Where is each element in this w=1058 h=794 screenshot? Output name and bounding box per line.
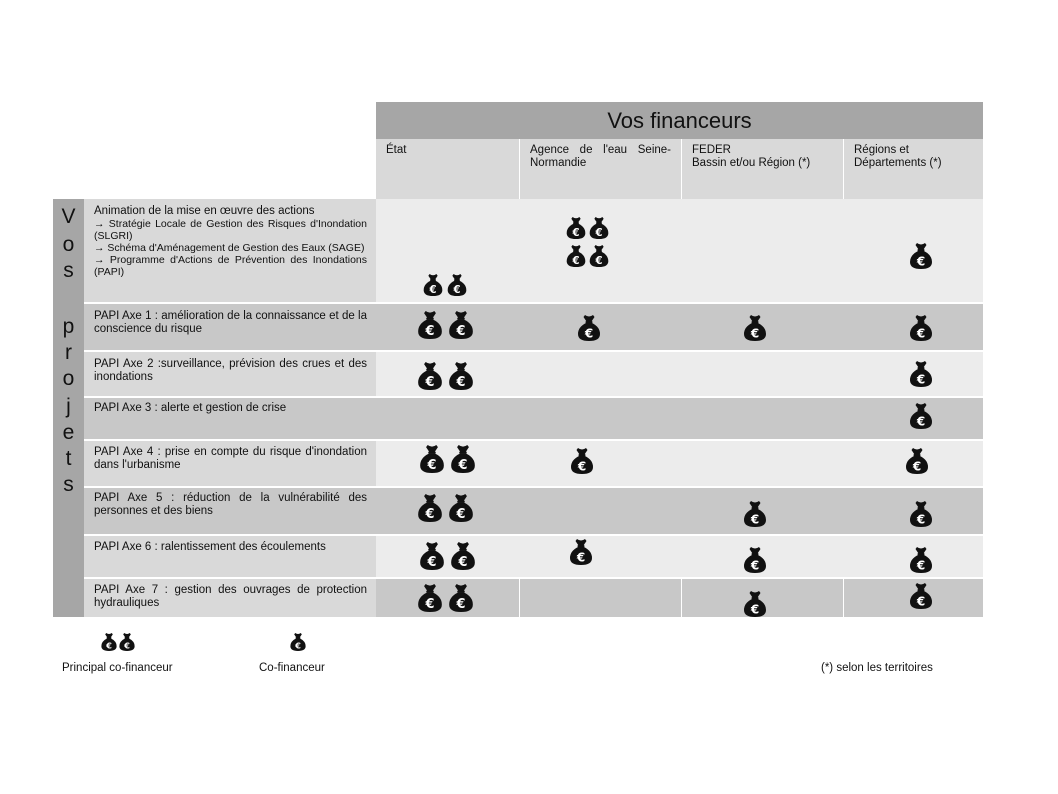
financer-label: Régions et [854, 144, 909, 156]
money-bag-euro-icon [908, 314, 934, 342]
project-title: PAPI Axe 6 : ralentissement des écoulements [94, 541, 326, 553]
money-bag-euro-icon [908, 582, 934, 610]
divider [843, 578, 844, 617]
money-bag-euro-icon [449, 540, 477, 572]
money-bag-euro-icon [447, 492, 475, 524]
financer-header-regions [844, 139, 983, 199]
money-bag-euro-icon [447, 309, 475, 341]
money-bag-euro-icon [908, 360, 934, 388]
divider [84, 396, 983, 398]
project-row-axe7 [84, 578, 376, 617]
money-bag-euro-icon [447, 360, 475, 392]
money-bag-euro-icon [422, 272, 444, 298]
money-bag-euro-icon [416, 360, 444, 392]
money-bag-euro-icon [100, 631, 118, 653]
divider [84, 302, 983, 304]
divider [519, 578, 520, 617]
money-bag-euro-icon [569, 447, 595, 475]
money-bag-euro-icon [416, 309, 444, 341]
money-bag-euro-icon [576, 314, 602, 342]
money-bag-euro-icon [588, 215, 610, 241]
project-title: PAPI Axe 5 : réduction de la vulnérabilité des personnes et des biens [94, 492, 367, 517]
divider [843, 139, 844, 199]
money-bag-euro-icon [742, 546, 768, 574]
money-bag-euro-icon [416, 582, 444, 614]
project-row-axe6 [84, 535, 376, 578]
money-bag-euro-icon [588, 243, 610, 269]
divider [519, 139, 520, 199]
divider [84, 350, 983, 352]
project-row-axe1 [84, 303, 376, 351]
project-row-animation [84, 199, 376, 303]
money-bag-euro-icon [568, 538, 594, 566]
money-bag-euro-icon [908, 546, 934, 574]
money-bag-euro-icon [449, 443, 477, 475]
money-bag-euro-icon [908, 242, 934, 270]
financer-label: État [386, 144, 407, 156]
money-bag-euro-icon [742, 590, 768, 618]
money-bag-euro-icon [447, 582, 475, 614]
money-bag-euro-icon [118, 631, 136, 653]
project-row-axe3 [84, 397, 376, 440]
money-bag-euro-icon [565, 243, 587, 269]
project-title: PAPI Axe 3 : alerte et gestion de crise [94, 402, 287, 414]
money-bag-euro-icon [904, 447, 930, 475]
legend-principal-label: Principal co-financeur [62, 662, 173, 674]
money-bag-euro-icon [908, 402, 934, 430]
financer-label-sub: Départements (*) [854, 157, 942, 169]
project-row-axe5 [84, 487, 376, 535]
divider [681, 139, 682, 199]
financer-label: Agence de l'eau Seine-Normandie [530, 144, 671, 169]
money-bag-euro-icon [565, 215, 587, 241]
project-title: PAPI Axe 1 : amélioration de la connaissance et de la conscience du risque [94, 310, 367, 335]
projects-vertical-label: V o s p r o j e t s [53, 199, 84, 617]
project-title: PAPI Axe 4 : prise en compte du risque d'inondation dans l'urbanisme [94, 446, 367, 471]
legend-co-label: Co-financeur [259, 662, 325, 674]
project-row-axe2 [84, 351, 376, 397]
financer-label-sub: Bassin et/ou Région (*) [692, 157, 811, 169]
project-title: PAPI Axe 2 :surveillance, prévision des crues et des inondations [94, 358, 367, 383]
divider [84, 577, 983, 579]
project-title: Animation de la mise en œuvre des actions [94, 205, 315, 217]
money-bag-euro-icon [446, 272, 468, 298]
money-bag-euro-icon [908, 500, 934, 528]
divider [84, 439, 983, 441]
project-subitem: → Schéma d'Aménagement de Gestion des Eaux (SAGE) [94, 242, 365, 254]
row-bg [376, 397, 983, 440]
financers-title: Vos financeurs [376, 102, 983, 139]
divider [84, 534, 983, 536]
money-bag-euro-icon [289, 631, 307, 653]
money-bag-euro-icon [416, 492, 444, 524]
financer-header-etat [376, 139, 519, 199]
divider [681, 578, 682, 617]
project-row-axe4 [84, 440, 376, 487]
project-subitem: → Programme d'Actions de Prévention des Inondations (PAPI) [94, 254, 367, 278]
project-subitem: → Stratégie Locale de Gestion des Risques d'Inondation (SLGRI) [94, 218, 367, 242]
divider [84, 486, 983, 488]
project-title: PAPI Axe 7 : gestion des ouvrages de protection hydrauliques [94, 584, 367, 609]
legend-note: (*) selon les territoires [821, 662, 933, 674]
financer-label: FEDER [692, 144, 731, 156]
financer-header-agence [520, 139, 681, 199]
money-bag-euro-icon [418, 443, 446, 475]
money-bag-euro-icon [742, 500, 768, 528]
financer-header-feder [682, 139, 843, 199]
money-bag-euro-icon [742, 314, 768, 342]
money-bag-euro-icon [418, 540, 446, 572]
